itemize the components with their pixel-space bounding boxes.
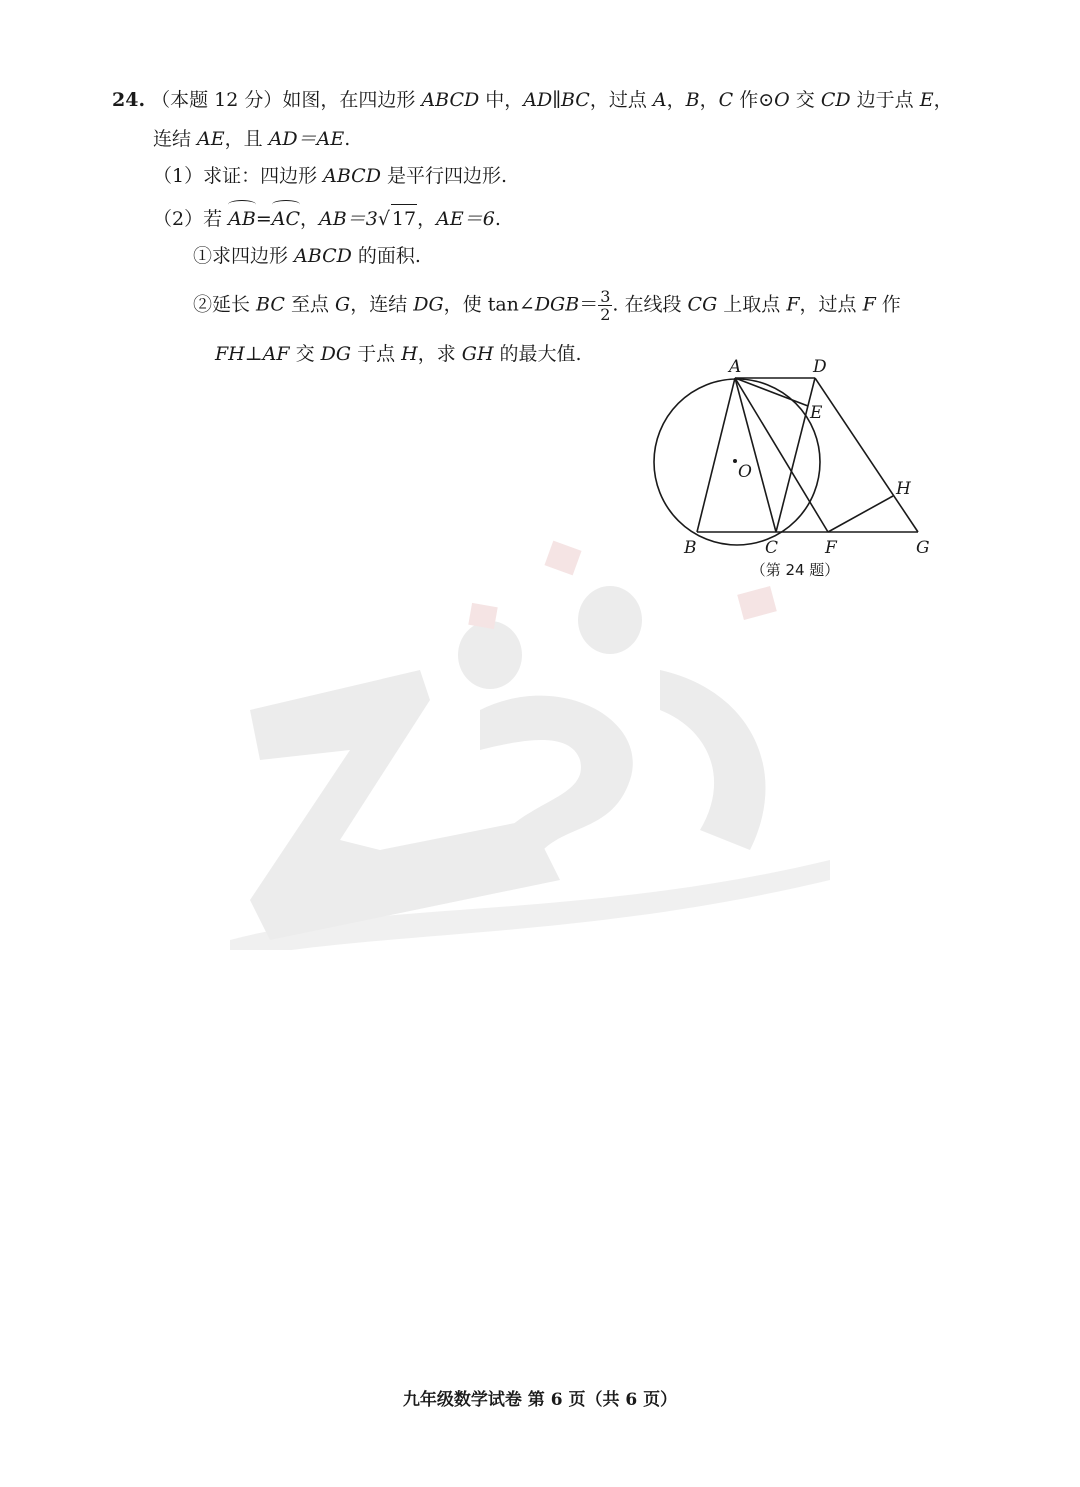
math-abcd: ABCD xyxy=(294,245,352,267)
part2-text: ， xyxy=(417,208,437,230)
page-footer: 九年级数学试卷 第 6 页（共 6 页） xyxy=(402,1390,678,1410)
segment-dg xyxy=(815,378,918,532)
sub2-text: 的最大值. xyxy=(493,343,582,365)
math-point-f: F xyxy=(862,293,876,316)
segment-ab xyxy=(697,378,735,532)
sub2-text: 上取点 xyxy=(717,293,787,316)
question-text: 作⊙ xyxy=(733,89,775,111)
math-dgb: DGB xyxy=(534,293,580,316)
math-ab-eq: AB＝3 xyxy=(319,208,378,230)
sqrt-radicand: 17 xyxy=(391,204,417,233)
arc-ac: AC xyxy=(272,205,300,233)
math-dg: DG xyxy=(413,293,444,316)
sub2-text: ，连结 xyxy=(350,293,414,316)
math-cd: CD xyxy=(820,89,851,111)
math-point-c: C xyxy=(718,89,734,111)
sub2-text: ＝ xyxy=(579,293,599,316)
part2-text: = xyxy=(255,208,272,230)
math-dg: DG xyxy=(320,343,352,365)
circle-o xyxy=(654,379,820,545)
question-text: 中， xyxy=(479,89,524,111)
sub2-text: 至点 xyxy=(284,293,335,316)
math-bc: BC xyxy=(256,293,285,316)
math-point-e: E xyxy=(919,89,934,111)
math-point-a: A xyxy=(652,89,667,111)
center-o-dot xyxy=(733,459,737,463)
sub2-text: ，使 tan∠ xyxy=(443,293,535,316)
question-text: ，过点 xyxy=(589,89,653,111)
question-text: 交 xyxy=(789,89,821,111)
math-point-f: F xyxy=(786,293,800,316)
fraction-denominator: 2 xyxy=(600,305,611,324)
question-text: （本题 12 分）如图，在四边形 xyxy=(151,89,422,111)
math-point-o: O xyxy=(774,89,790,111)
sub2-line1 xyxy=(193,288,901,323)
sub2-text: 作 xyxy=(875,293,901,316)
fraction-numerator: 3 xyxy=(600,287,611,306)
sqrt-sign: √ xyxy=(377,208,390,230)
question-stem-line1 xyxy=(112,86,953,114)
part2-line xyxy=(153,204,501,233)
sub2-line2 xyxy=(215,340,582,368)
sub1-label: ①求四边形 xyxy=(193,245,295,267)
fraction-three-halves xyxy=(598,288,612,323)
math-point-h: H xyxy=(401,343,418,365)
part2-text: . xyxy=(494,208,501,230)
math-abcd: ABCD xyxy=(421,89,480,111)
label-f: F xyxy=(825,538,837,558)
math-abcd: ABCD xyxy=(323,165,381,187)
label-b: B xyxy=(684,538,697,558)
sub1-line xyxy=(193,242,421,270)
label-c: C xyxy=(765,538,779,558)
question-text: 连结 xyxy=(153,128,198,150)
part2-label: （2）若 xyxy=(153,208,229,230)
geometry-figure xyxy=(640,350,960,580)
math-ae-eq: AE＝6 xyxy=(436,208,495,230)
label-o: O xyxy=(738,462,752,482)
part2-text: ， xyxy=(300,208,320,230)
label-g: G xyxy=(916,538,930,558)
math-ad-eq-ae: AD＝AE xyxy=(268,128,345,150)
math-fh-perp-af: FH⊥AF xyxy=(215,343,290,365)
sub2-text: . 在线段 xyxy=(612,293,688,316)
sub2-text: ②延长 xyxy=(193,293,257,316)
question-text: 边于点 xyxy=(850,89,920,111)
segment-fh xyxy=(828,496,893,532)
question-text: ， xyxy=(933,89,953,111)
sub2-text: ，求 xyxy=(417,343,462,365)
sub2-text: ，过点 xyxy=(799,293,863,316)
math-gh: GH xyxy=(461,343,494,365)
question-text: ， xyxy=(699,89,719,111)
math-point-g: G xyxy=(335,293,351,316)
question-stem-line2 xyxy=(153,125,350,153)
part1-line xyxy=(153,162,507,190)
label-h: H xyxy=(896,479,911,499)
sub1-text: 的面积. xyxy=(351,245,421,267)
sub2-text: 于点 xyxy=(351,343,402,365)
label-e: E xyxy=(810,403,823,423)
question-text: ， xyxy=(666,89,686,111)
arc-ab: AB xyxy=(228,205,256,233)
segment-ae xyxy=(735,378,808,406)
math-ae: AE xyxy=(197,128,225,150)
segment-ac xyxy=(735,378,776,532)
math-cg: CG xyxy=(687,293,718,316)
figure-caption: （第 24 题） xyxy=(750,561,840,579)
math-point-b: B xyxy=(685,89,700,111)
label-d: D xyxy=(813,357,827,377)
watermark-logo xyxy=(230,520,830,950)
part1-text: 是平行四边形. xyxy=(380,165,508,187)
question-text: . xyxy=(344,128,351,150)
question-number: 24. xyxy=(112,89,146,111)
part1-label: （1）求证：四边形 xyxy=(153,165,324,187)
label-a: A xyxy=(729,357,742,377)
question-text: ，且 xyxy=(224,128,269,150)
math-ad-parallel-bc: AD∥BC xyxy=(523,89,590,111)
sub2-text: 交 xyxy=(289,343,321,365)
